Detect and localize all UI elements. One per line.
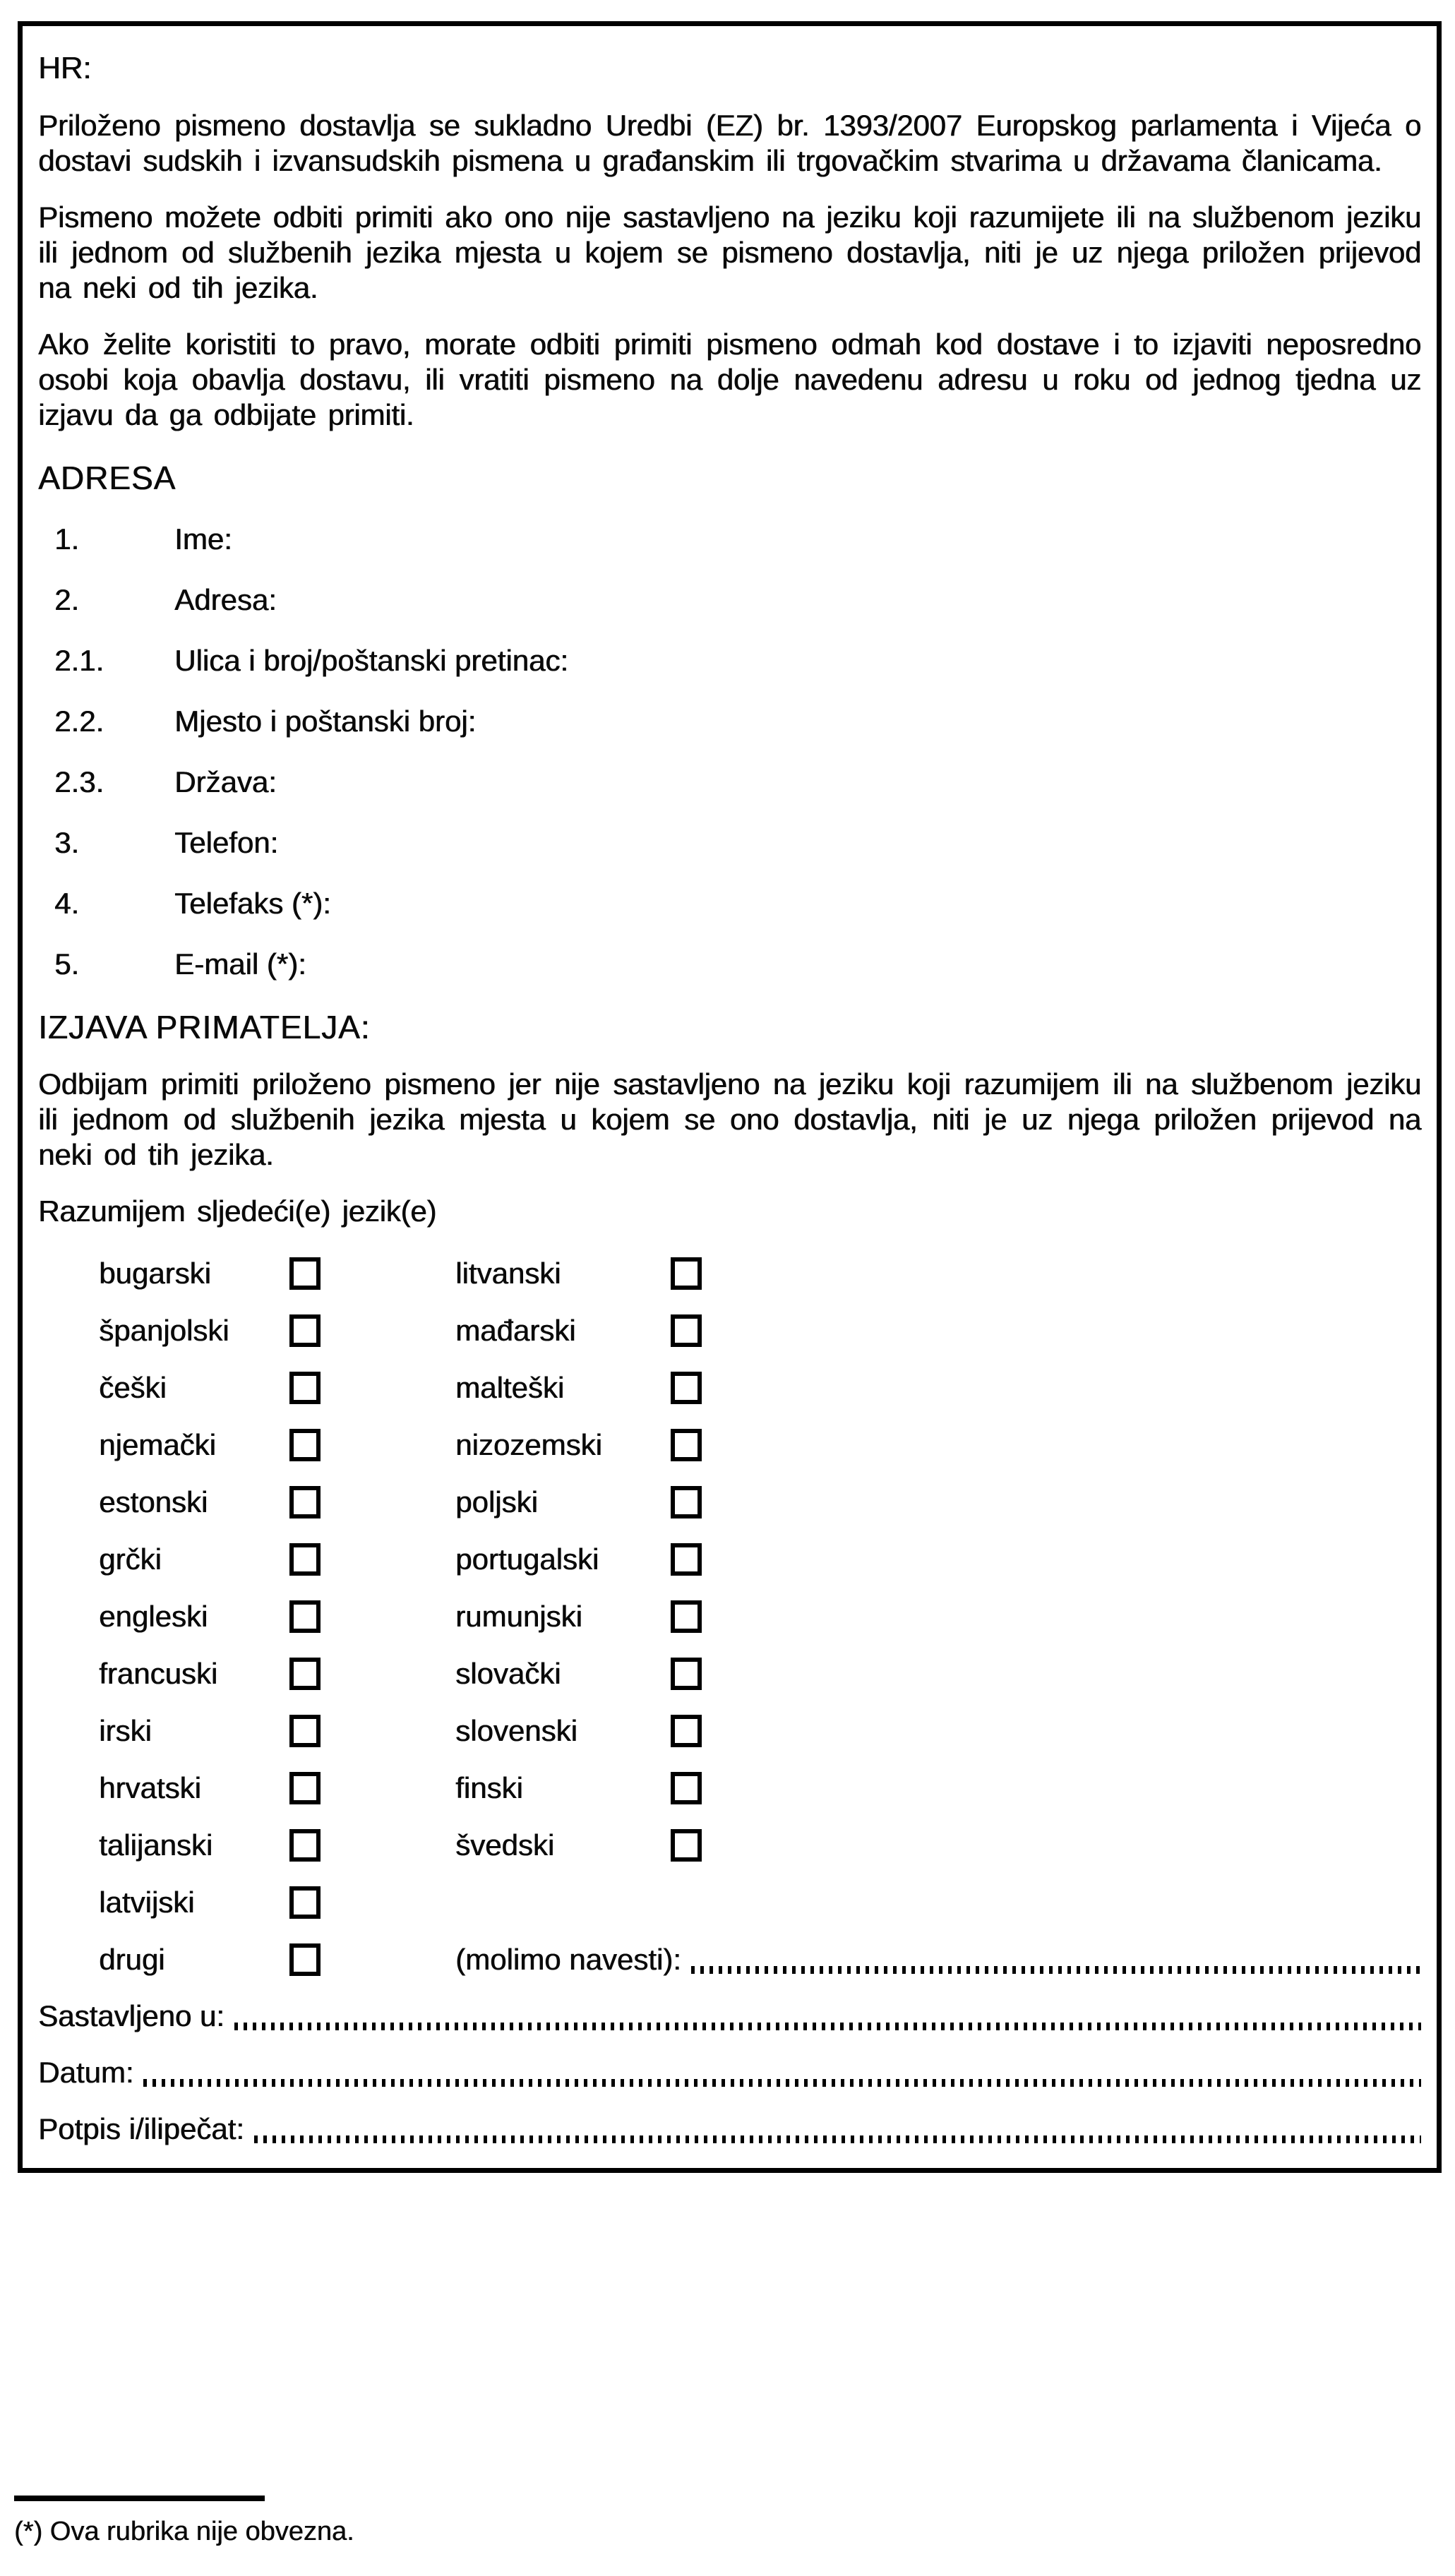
language-checkbox[interactable] (289, 1543, 321, 1576)
item-label: Država: (174, 765, 277, 798)
item-number: 2. (54, 583, 80, 616)
language-row (99, 1771, 1421, 1806)
intro-paragraph-refusal-right: Pismeno možete odbiti primiti ako ono nije sastavljeno na jeziku koji razumijete ili na službenom jeziku ili jednom od službenih jezika mjesta u kojem se pismeno dostavlja, niti je uz njega priložen prijevod na neki od tih jezika. (38, 200, 1421, 304)
language-label: grčki (99, 1542, 162, 1576)
item-label: Telefaks (*): (174, 887, 331, 920)
item-label: Ulica i broj/poštanski pretinac: (174, 644, 568, 677)
language-label: hrvatski (99, 1771, 201, 1804)
language-label: bugarski (99, 1257, 211, 1290)
form-box (18, 21, 1442, 2173)
footnote-separator (14, 2496, 265, 2501)
item-number: 5. (54, 947, 80, 981)
language-label: francuski (99, 1657, 218, 1690)
intro-paragraph-regulation: Priloženo pismeno dostavlja se sukladno Uredbi (EZ) br. 1393/2007 Europskog parlamenta i Vijeća o dostavi sudskih i izvansudskih pismena u građanskim ili trgovačkim stvarima u državama članicama. (38, 109, 1421, 177)
language-label: slovački (455, 1657, 561, 1690)
field-potpis-pecat (38, 2111, 1421, 2147)
item-label: Ime: (174, 522, 232, 556)
item-number: 2.3. (54, 765, 104, 798)
fill-in-dotted-line[interactable] (254, 2134, 1421, 2143)
refusal-declaration-paragraph: Odbijam primiti priloženo pismeno jer nije sastavljeno na jeziku koji razumijem ili na službenom jeziku ili jednom od službenih jezika mjesta u kojem se ono dostavlja, niti je uz njega priložen prijevod na neki od tih jezika. (38, 1067, 1421, 1171)
language-checkbox[interactable] (671, 1314, 702, 1347)
language-checkbox[interactable] (289, 1257, 321, 1290)
language-checkbox[interactable] (671, 1772, 702, 1804)
language-checkbox-grid (38, 1256, 1421, 1977)
language-checkbox[interactable] (289, 1658, 321, 1690)
language-row (99, 1256, 1421, 1291)
language-row (99, 1370, 1421, 1406)
language-row (99, 1427, 1421, 1463)
item-label: E-mail (*): (174, 947, 306, 981)
language-label: malteški (455, 1371, 565, 1404)
language-checkbox[interactable] (671, 1715, 702, 1747)
address-item-drzava (54, 765, 1421, 800)
fill-in-dotted-line[interactable] (691, 1965, 1421, 1974)
language-checkbox[interactable] (671, 1429, 702, 1461)
language-label: češki (99, 1371, 167, 1404)
language-row (99, 1656, 1421, 1691)
language-checkbox[interactable] (289, 1600, 321, 1633)
adresa-heading: ADRESA (38, 460, 176, 496)
language-checkbox[interactable] (671, 1486, 702, 1518)
language-checkbox[interactable] (671, 1600, 702, 1633)
language-label: mađarski (455, 1314, 576, 1347)
language-checkbox[interactable] (671, 1658, 702, 1690)
language-label: engleski (99, 1600, 208, 1633)
item-number: 2.2. (54, 705, 104, 738)
language-row (99, 1828, 1421, 1863)
language-checkbox[interactable] (289, 1715, 321, 1747)
item-number: 3. (54, 826, 80, 859)
address-item-email (54, 947, 1421, 982)
language-label: nizozemski (455, 1428, 602, 1461)
fill-in-dotted-line[interactable] (234, 2021, 1421, 2030)
field-label: Datum: (38, 2056, 134, 2089)
language-checkbox[interactable] (671, 1543, 702, 1576)
address-item-telefaks (54, 886, 1421, 921)
language-label: estonski (99, 1485, 208, 1518)
footnote-text: (*) Ova rubrika nije obvezna. (14, 2517, 354, 2546)
language-row (99, 1313, 1421, 1348)
language-checkbox[interactable] (289, 1829, 321, 1862)
item-number: 2.1. (54, 644, 104, 677)
item-number: 4. (54, 887, 80, 920)
language-label: portugalski (455, 1542, 599, 1576)
fill-in-dotted-line[interactable] (143, 2078, 1421, 2087)
item-label: Adresa: (174, 583, 277, 616)
language-label: španjolski (99, 1314, 229, 1347)
language-label: poljski (455, 1485, 538, 1518)
izjava-heading: IZJAVA PRIMATELJA: (38, 1009, 371, 1046)
language-label: talijanski (99, 1828, 213, 1862)
language-label: rumunjski (455, 1600, 582, 1633)
address-item-telefon (54, 825, 1421, 861)
language-row (99, 1599, 1421, 1634)
language-checkbox[interactable] (289, 1314, 321, 1347)
item-label: Mjesto i poštanski broj: (174, 705, 477, 738)
address-item-adresa (54, 582, 1421, 618)
address-item-ime (54, 522, 1421, 557)
address-item-ulica (54, 643, 1421, 678)
language-checkbox[interactable] (671, 1829, 702, 1862)
language-label: litvanski (455, 1257, 561, 1290)
language-row (99, 1542, 1421, 1577)
language-checkbox[interactable] (289, 1486, 321, 1518)
footnote (14, 2496, 861, 2548)
language-checkbox[interactable] (671, 1372, 702, 1404)
language-label: irski (99, 1714, 152, 1747)
language-row (99, 1485, 1421, 1520)
language-label: švedski (455, 1828, 555, 1862)
field-label: Sastavljeno u: (38, 1999, 224, 2032)
languages-intro: Razumijem sljedeći(e) jezik(e) (38, 1194, 437, 1228)
language-label: drugi (99, 1943, 165, 1976)
language-label: finski (455, 1771, 523, 1804)
language-label: njemački (99, 1428, 216, 1461)
language-label: latvijski (99, 1886, 195, 1919)
intro-paragraph-procedure: Ako želite koristiti to pravo, morate odbiti primiti pismeno odmah kod dostave i to izjaviti neposredno osobi koja obavlja dostavu, ili vratiti pismeno na dolje navedenu adresu u roku od jednog tjedna uz izjavu da ga odbijate primiti. (38, 328, 1421, 431)
language-row (99, 1885, 1421, 1920)
address-item-mjesto (54, 704, 1421, 739)
item-label: Telefon: (174, 826, 279, 859)
language-checkbox[interactable] (289, 1372, 321, 1404)
language-code-label: HR: (38, 51, 92, 85)
address-items (38, 522, 1421, 982)
field-datum (38, 2055, 1421, 2090)
language-row (99, 1713, 1421, 1749)
language-checkbox[interactable] (671, 1257, 702, 1290)
field-sastavljeno-u (38, 1999, 1421, 2034)
language-row-other (99, 1942, 1421, 1977)
language-checkbox[interactable] (289, 1429, 321, 1461)
language-label: slovenski (455, 1714, 577, 1747)
field-label: Potpis i/ilipečat: (38, 2112, 244, 2145)
language-checkbox[interactable] (289, 1886, 321, 1919)
language-checkbox[interactable] (289, 1772, 321, 1804)
language-checkbox[interactable] (289, 1943, 321, 1976)
other-language-specify-label: (molimo navesti): (455, 1943, 681, 1976)
item-number: 1. (54, 522, 80, 556)
